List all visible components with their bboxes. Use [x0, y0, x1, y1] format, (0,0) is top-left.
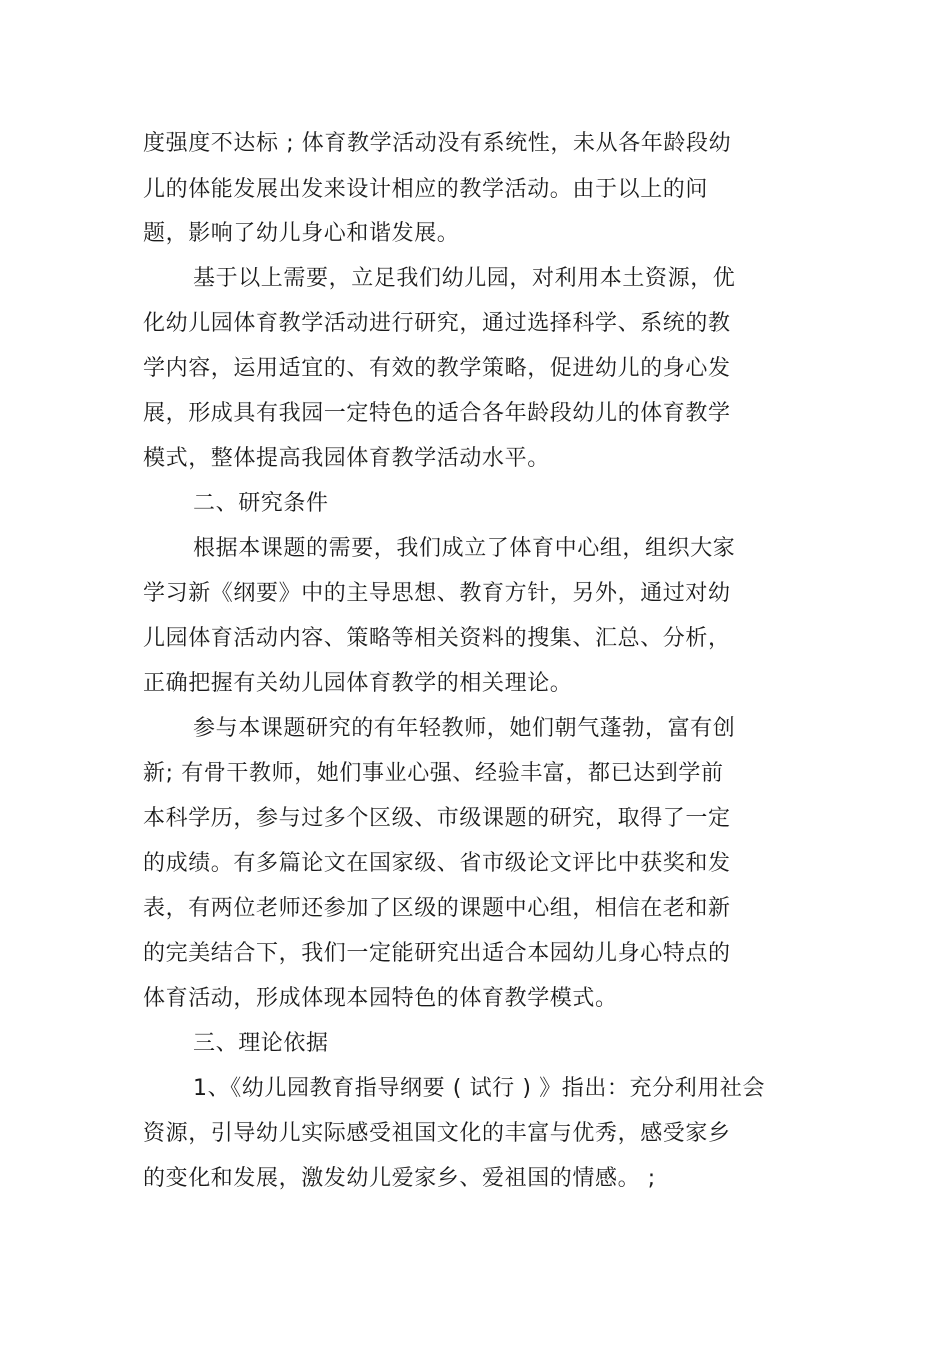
- text-line: 资源，引导幼儿实际感受祖国文化的丰富与优秀，感受家乡: [143, 1121, 731, 1146]
- text-line: 学内容，运用适宜的、有效的教学策略，促进幼儿的身心发: [143, 356, 731, 381]
- paragraph-start-line: 参与本课题研究的有年轻教师，她们朝气蓬勃，富有创: [193, 716, 736, 741]
- text-line: 的完美结合下，我们一定能研究出适合本园幼儿身心特点的: [143, 941, 731, 966]
- section-heading: 三、理论依据: [193, 1031, 329, 1056]
- section-heading: 二、研究条件: [193, 491, 329, 516]
- text-line: 儿的体能发展出发来设计相应的教学活动。由于以上的问: [143, 177, 709, 202]
- text-line: 本科学历，参与过多个区级、市级课题的研究，取得了一定: [143, 806, 731, 831]
- text-line: 儿园体育活动内容、策略等相关资料的搜集、汇总、分析，: [143, 626, 731, 651]
- text-line: 化幼儿园体育教学活动进行研究，通过选择科学、系统的教: [143, 311, 731, 336]
- paragraph-start-line: 根据本课题的需要，我们成立了体育中心组，组织大家: [193, 536, 736, 561]
- text-line: 模式，整体提高我园体育教学活动水平。: [143, 446, 550, 471]
- text-line: 题，影响了幼儿身心和谐发展。: [143, 221, 460, 246]
- text-line: 的成绩。有多篇论文在国家级、省市级论文评比中获奖和发: [143, 851, 731, 876]
- paragraph-start-line: 1、《幼儿园教育指导纲要 ( 试行 ) 》指出：充分利用社会: [193, 1076, 766, 1101]
- text-line: 新; 有骨干教师，她们事业心强、经验丰富，都已达到学前: [143, 761, 724, 786]
- paragraph-start-line: 基于以上需要，立足我们幼儿园，对利用本土资源，优: [193, 266, 736, 291]
- text-line: 的变化和发展，激发幼儿爱家乡、爱祖国的情感。 ;: [143, 1166, 656, 1191]
- text-line: 正确把握有关幼儿园体育教学的相关理论。: [143, 671, 573, 696]
- text-line: 表，有两位老师还参加了区级的课题中心组，相信在老和新: [143, 896, 731, 921]
- text-line: 度强度不达标 ; 体育教学活动没有系统性，未从各年龄段幼: [143, 131, 732, 156]
- text-line: 学习新《纲要》中的主导思想、教育方针，另外，通过对幼: [143, 581, 731, 606]
- text-line: 体育活动，形成体现本园特色的体育教学模式。: [143, 986, 618, 1011]
- text-line: 展，形成具有我园一定特色的适合各年龄段幼儿的体育教学: [143, 401, 731, 426]
